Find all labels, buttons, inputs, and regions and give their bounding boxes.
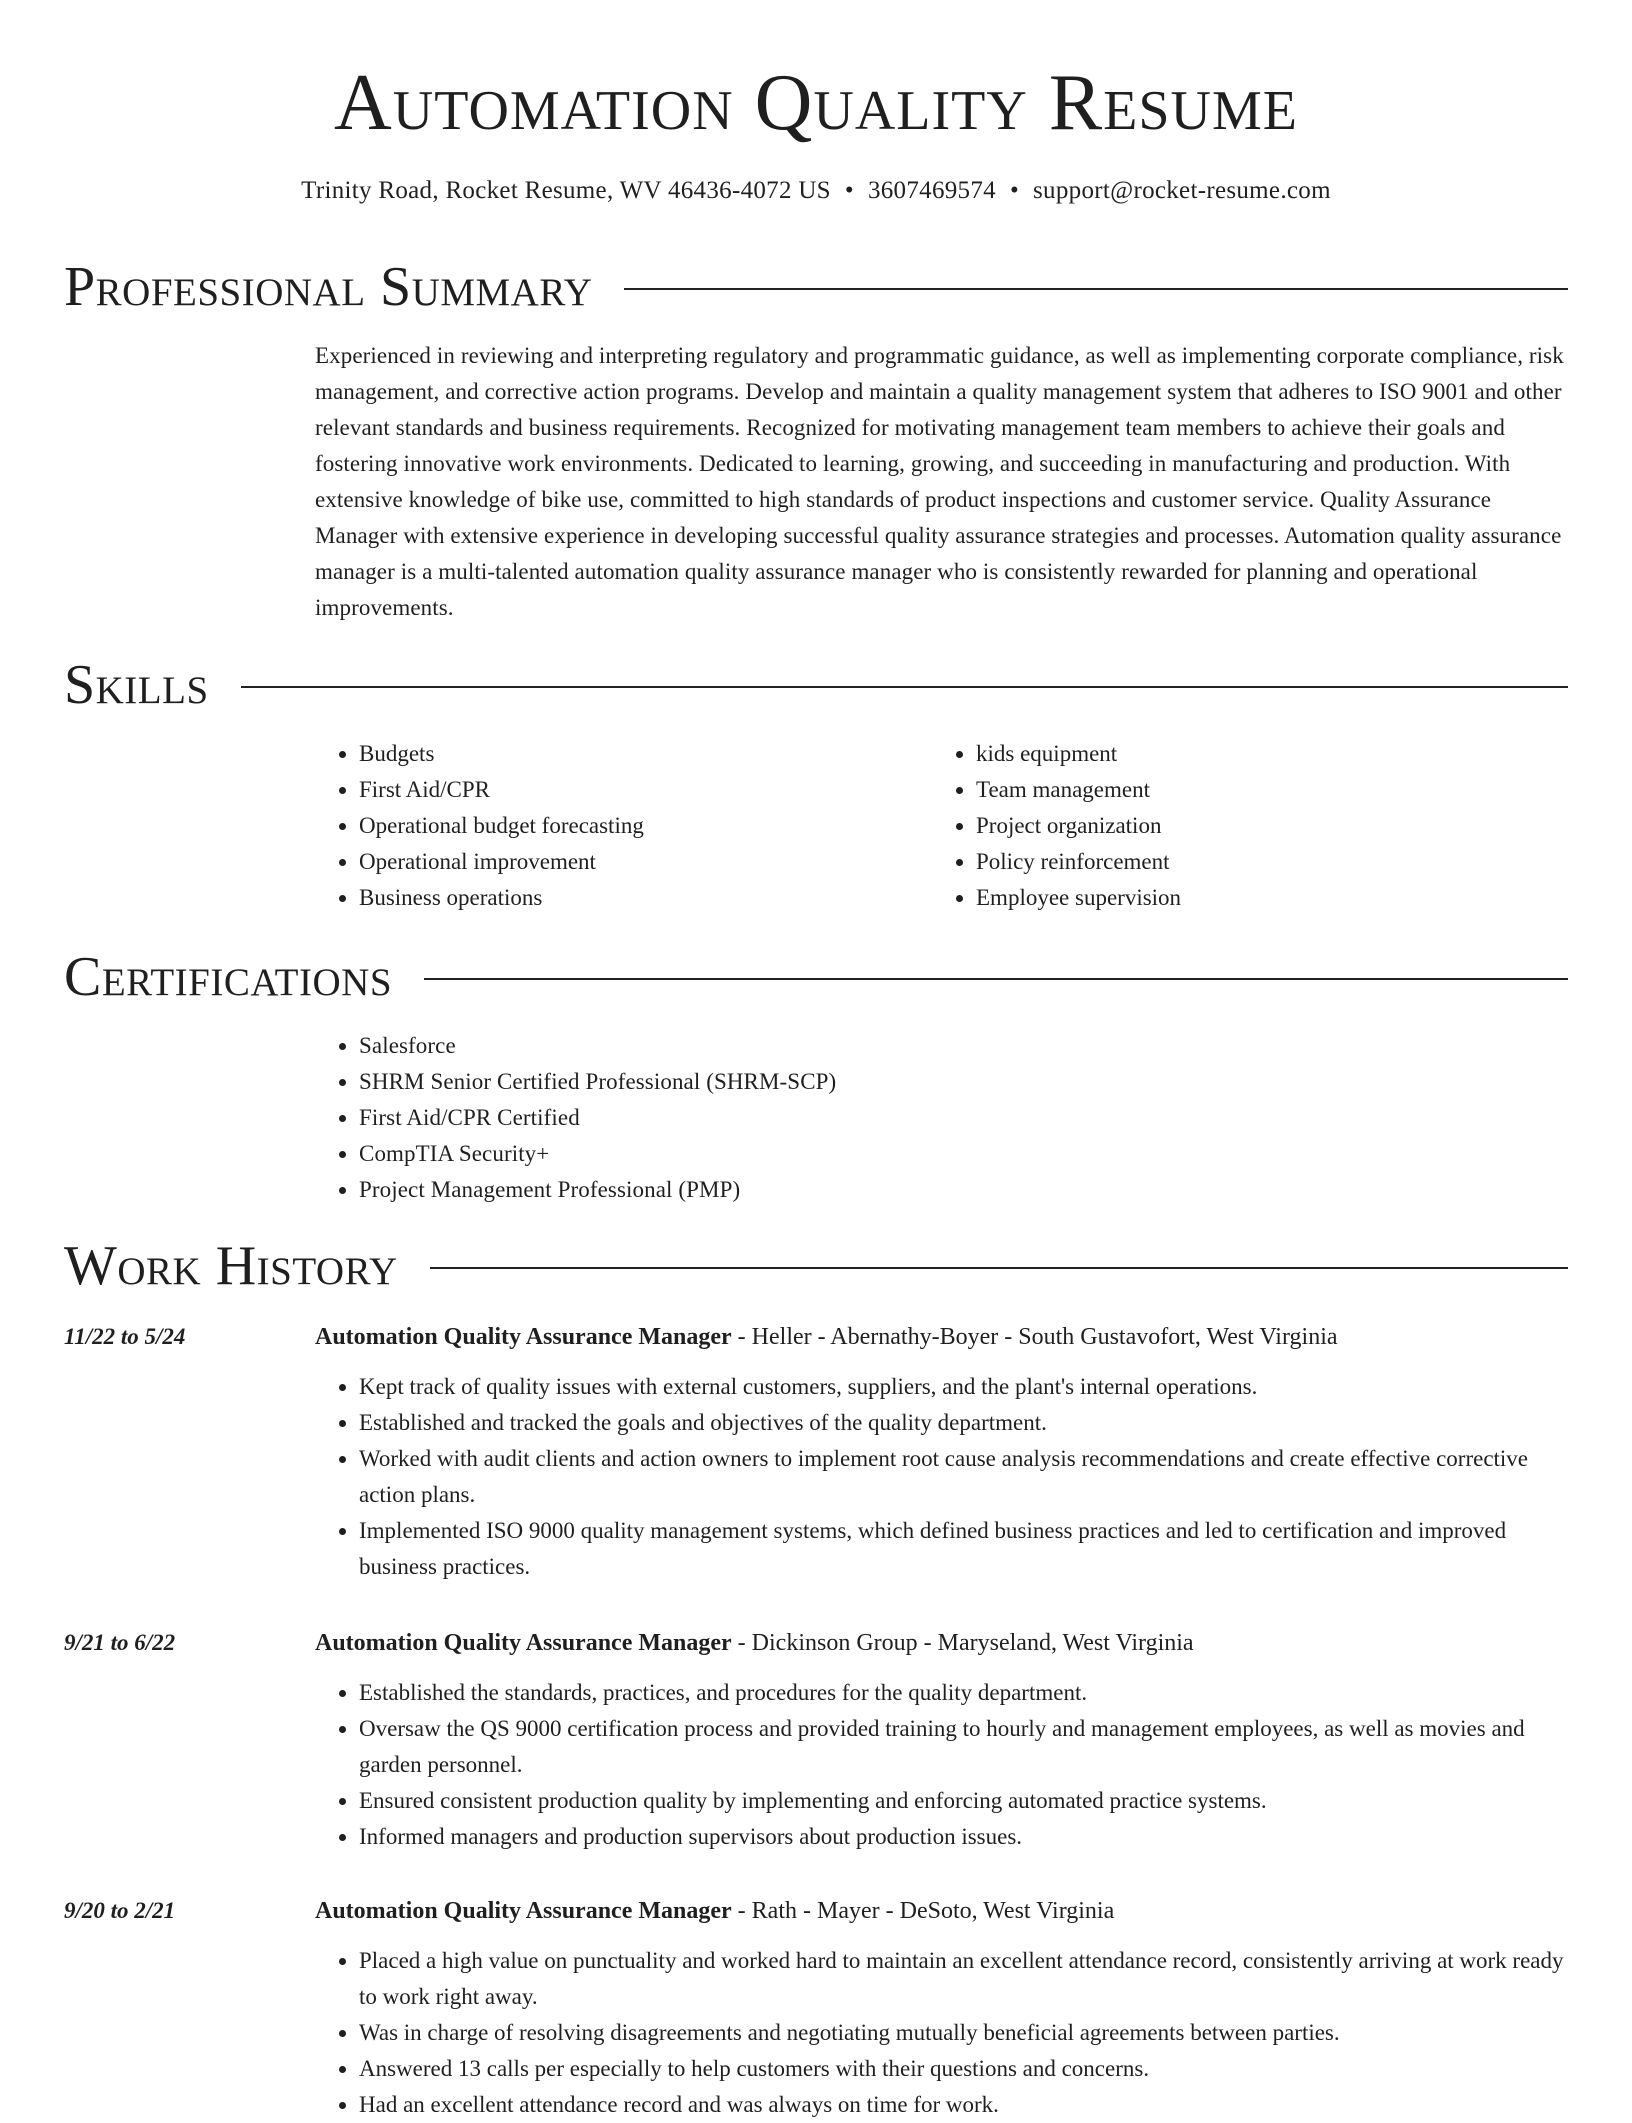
job-bullet: • Established the standards, practices, and procedures for the quality department. <box>359 1675 1568 1711</box>
skill-item: • Employee supervision <box>976 880 1549 916</box>
job-title: Automation Quality Assurance Manager <box>315 1630 732 1656</box>
skill-item: • First Aid/CPR <box>359 772 932 808</box>
job-bullet: • Ensured consistent production quality by implementing and enforcing automated practice systems. <box>359 1783 1568 1819</box>
skills-column-left <box>315 736 932 916</box>
section-divider <box>424 978 1568 980</box>
job-dates: 11/22 to 5/24 <box>64 1324 186 1349</box>
job-bullet: • Had an excellent attendance record and was always on time for work. <box>359 2087 1568 2123</box>
job-bullets <box>315 1943 1568 2123</box>
skill-item: • kids equipment <box>976 736 1549 772</box>
summary-section-header <box>64 257 1568 317</box>
job-company: - Dickinson Group - Maryseland, West Virginia <box>731 1630 1194 1656</box>
job-bullet: • Oversaw the QS 9000 certification process and provided training to hourly and management employees, as well as movies and garden personnel. <box>359 1711 1568 1783</box>
job-bullet: • Informed managers and production supervisors about production issues. <box>359 1819 1568 1855</box>
skills-column-right <box>932 736 1549 916</box>
skill-item: • Policy reinforcement <box>976 844 1549 880</box>
job-entry <box>64 1319 1568 1585</box>
certification-item: • Project Management Professional (PMP) <box>359 1172 1568 1208</box>
job-bullet: • Kept track of quality issues with external customers, suppliers, and the plant's internal operations. <box>359 1369 1568 1405</box>
job-bullet: • Established and tracked the goals and objectives of the quality department. <box>359 1405 1568 1441</box>
job-title: Automation Quality Assurance Manager <box>315 1324 732 1350</box>
job-bullets <box>315 1675 1568 1855</box>
skills-section-header <box>64 655 1568 715</box>
job-dates: 9/20 to 2/21 <box>64 1898 176 1923</box>
contact-separator: • <box>844 177 854 204</box>
work-history-section-header <box>64 1236 1568 1296</box>
job-dates: 9/21 to 6/22 <box>64 1630 176 1655</box>
contact-phone: 3607469574 <box>867 177 996 204</box>
summary-heading: Professional Summary <box>64 256 593 318</box>
job-bullets <box>315 1369 1568 1585</box>
job-entry <box>64 1625 1568 1855</box>
job-company: - Rath - Mayer - DeSoto, West Virginia <box>731 1898 1115 1924</box>
summary-text: Experienced in reviewing and interpreting regulatory and programmatic guidance, as well as implementing corporate compliance, risk management, and corrective action programs. Develop and maintain a quality management system that adheres to ISO 9001 and other relevant standards and business requirements. Recognized for motivating management team members to achieve their goals and fostering innovative work environments. Dedicated to learning, growing, and succeeding in manufacturing and production. With extensive knowledge of bike use, committed to high standards of product inspections and customer service. Quality Assurance Manager with extensive experience in developing successful quality assurance strategies and processes. Automation quality assurance manager is a multi-talented automation quality assurance manager who is consistently rewarded for planning and operational improvements. <box>315 343 1564 620</box>
skill-item: • Operational improvement <box>359 844 932 880</box>
certifications-section-header <box>64 947 1568 1007</box>
job-company: - Heller - Abernathy-Boyer - South Gustavofort, West Virginia <box>731 1324 1338 1350</box>
skill-item: • Business operations <box>359 880 932 916</box>
job-entry <box>64 1893 1568 2123</box>
job-title-line <box>315 1625 1568 1661</box>
certifications-heading: Certifications <box>64 946 393 1008</box>
resume-name: Automation Quality Resume <box>334 59 1298 147</box>
skills-list <box>315 736 1568 916</box>
skill-item: • Budgets <box>359 736 932 772</box>
job-bullet: • Worked with audit clients and action owners to implement root cause analysis recommendations and create effective corrective action plans. <box>359 1441 1568 1513</box>
job-bullet: • Answered 13 calls per especially to help customers with their questions and concerns. <box>359 2051 1568 2087</box>
job-title-line <box>315 1893 1568 1929</box>
section-divider <box>241 686 1568 688</box>
job-bullet: • Implemented ISO 9000 quality management systems, which defined business practices and led to certification and improved business practices. <box>359 1513 1568 1585</box>
certifications-list <box>315 1028 1568 1208</box>
skill-item: • Operational budget forecasting <box>359 808 932 844</box>
certification-item: • First Aid/CPR Certified <box>359 1100 1568 1136</box>
work-history-heading: Work History <box>64 1235 398 1297</box>
job-bullet: • Placed a high value on punctuality and worked hard to maintain an excellent attendance record, consistently arriving at work ready to work right away. <box>359 1943 1568 2015</box>
contact-line <box>0 174 1632 208</box>
certification-item: • CompTIA Security+ <box>359 1136 1568 1172</box>
certification-item: • SHRM Senior Certified Professional (SHRM-SCP) <box>359 1064 1568 1100</box>
certification-item: • Salesforce <box>359 1028 1568 1064</box>
contact-separator: • <box>1009 177 1020 204</box>
skill-item: • Team management <box>976 772 1549 808</box>
job-title-line <box>315 1319 1568 1355</box>
contact-address: Trinity Road, Rocket Resume, WV 46436-4072 US <box>301 177 831 204</box>
skill-item: • Project organization <box>976 808 1549 844</box>
contact-email: support@rocket-resume.com <box>1033 177 1331 204</box>
section-divider <box>430 1267 1568 1269</box>
section-divider <box>624 288 1568 290</box>
job-title: Automation Quality Assurance Manager <box>315 1898 732 1924</box>
skills-heading: Skills <box>64 654 209 716</box>
job-bullet: • Was in charge of resolving disagreements and negotiating mutually beneficial agreements between parties. <box>359 2015 1568 2051</box>
